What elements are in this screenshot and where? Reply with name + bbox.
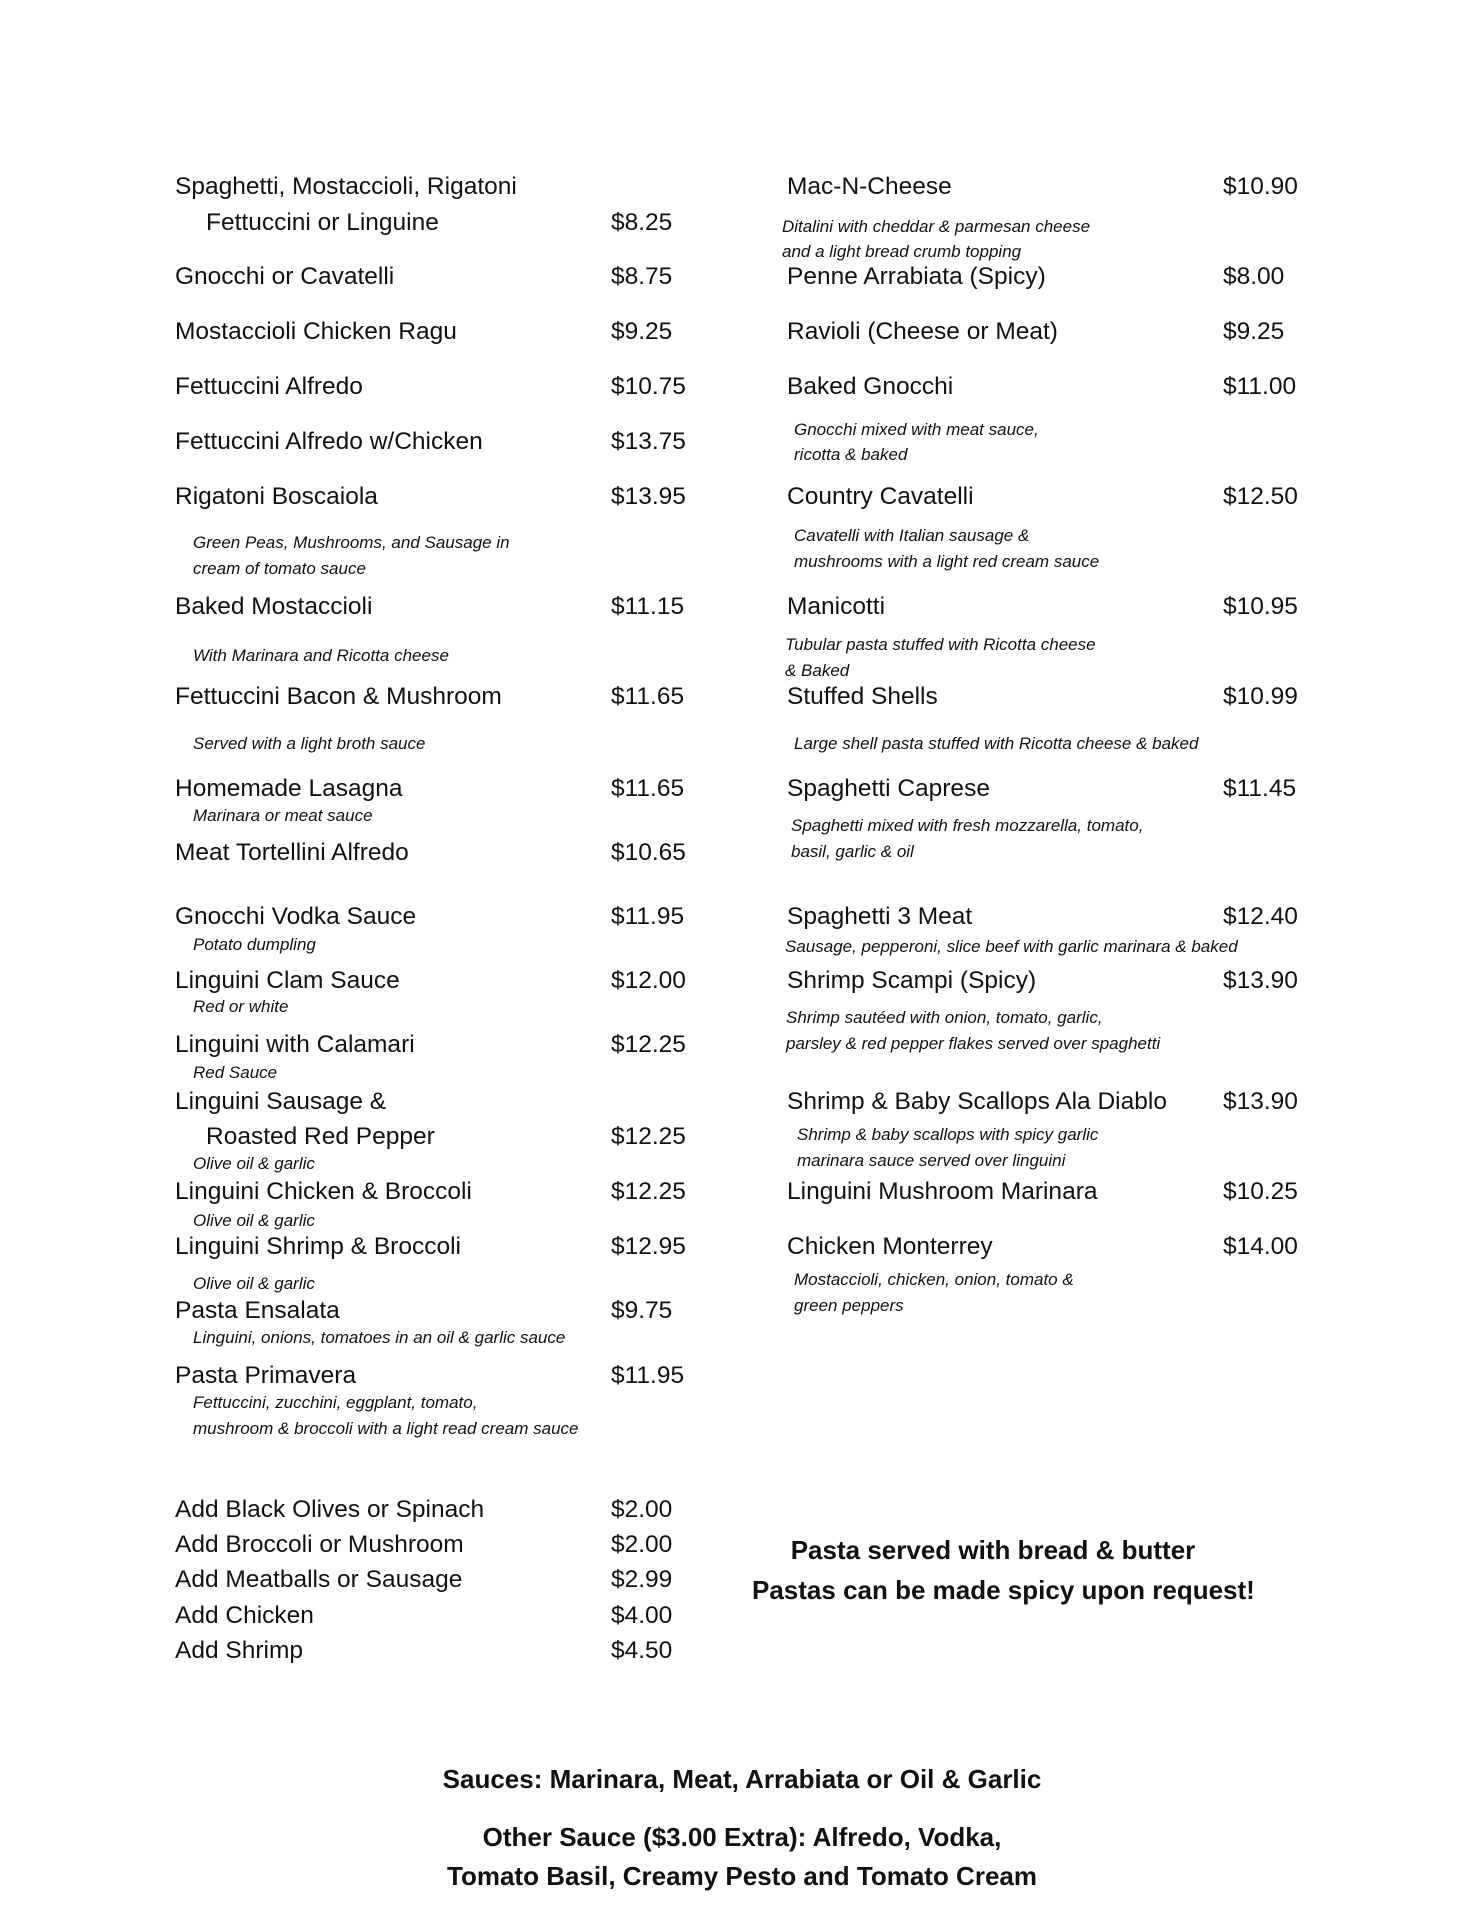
item-price: $11.95 bbox=[611, 1362, 685, 1389]
item-price: $13.95 bbox=[611, 483, 686, 510]
item-description: Mostaccioli, chicken, onion, tomato & bbox=[794, 1270, 1074, 1289]
item-price: $10.90 bbox=[1223, 173, 1298, 200]
item-name: Meat Tortellini Alfredo bbox=[175, 839, 409, 866]
item-name: Fettuccini Alfredo w/Chicken bbox=[175, 428, 483, 455]
item-description: Large shell pasta stuffed with Ricotta cheese & baked bbox=[794, 734, 1199, 753]
item-description: green peppers bbox=[794, 1296, 904, 1315]
item-name: Mac-N-Cheese bbox=[787, 173, 952, 200]
item-price: $10.75 bbox=[611, 373, 686, 400]
item-description: Green Peas, Mushrooms, and Sausage in bbox=[193, 533, 510, 552]
item-price: $13.90 bbox=[1223, 1088, 1298, 1115]
item-description: mushroom & broccoli with a light read cream sauce bbox=[193, 1419, 579, 1438]
item-name: Gnocchi or Cavatelli bbox=[175, 263, 395, 290]
item-price: $8.00 bbox=[1223, 263, 1285, 290]
item-description: Ditalini with cheddar & parmesan cheese bbox=[782, 217, 1091, 236]
item-name: Manicotti bbox=[787, 593, 886, 620]
item-name: Fettuccini Bacon & Mushroom bbox=[175, 683, 502, 710]
item-description: Shrimp sautéed with onion, tomato, garlic, bbox=[786, 1008, 1103, 1027]
item-price: $12.25 bbox=[611, 1031, 686, 1058]
addon-price: $2.99 bbox=[611, 1566, 673, 1593]
item-description: Gnocchi mixed with meat sauce, bbox=[794, 420, 1039, 439]
addon-name: Add Broccoli or Mushroom bbox=[175, 1531, 464, 1558]
item-description: Sausage, pepperoni, slice beef with garlic marinara & baked bbox=[785, 937, 1238, 956]
addon-price: $4.50 bbox=[611, 1637, 673, 1664]
item-description: Marinara or meat sauce bbox=[193, 806, 373, 825]
item-name: Chicken Monterrey bbox=[787, 1233, 993, 1260]
item-description: basil, garlic & oil bbox=[791, 842, 914, 861]
item-description: Cavatelli with Italian sausage & bbox=[794, 526, 1030, 545]
item-name: Fettuccini Alfredo bbox=[175, 373, 363, 400]
item-price: $8.75 bbox=[611, 263, 673, 290]
item-name: Pasta Ensalata bbox=[175, 1297, 340, 1324]
item-name: Pasta Primavera bbox=[175, 1362, 357, 1389]
item-description: mushrooms with a light red cream sauce bbox=[794, 552, 1100, 571]
item-price: $12.40 bbox=[1223, 903, 1298, 930]
item-price: $10.95 bbox=[1223, 593, 1298, 620]
item-price: $8.25 bbox=[611, 209, 673, 236]
item-price: $9.75 bbox=[611, 1297, 673, 1324]
item-price: $11.15 bbox=[611, 593, 685, 620]
addon-name: Add Chicken bbox=[175, 1602, 314, 1629]
item-name: Linguini Chicken & Broccoli bbox=[175, 1178, 472, 1205]
item-name: Baked Gnocchi bbox=[787, 373, 954, 400]
item-price: $13.75 bbox=[611, 428, 686, 455]
addon-name: Add Black Olives or Spinach bbox=[175, 1496, 485, 1523]
item-name: Stuffed Shells bbox=[787, 683, 938, 710]
item-description: Fettuccini, zucchini, eggplant, tomato, bbox=[193, 1393, 478, 1412]
item-description: Red Sauce bbox=[193, 1063, 278, 1082]
addon-price: $2.00 bbox=[611, 1531, 673, 1558]
item-price: $9.25 bbox=[611, 318, 673, 345]
sauces-main: Sauces: Marinara, Meat, Arrabiata or Oil & Garlic bbox=[442, 1764, 1042, 1794]
item-description: marinara sauce served over linguini bbox=[797, 1151, 1066, 1170]
sauces-other-line2: Tomato Basil, Creamy Pesto and Tomato Cream bbox=[447, 1861, 1037, 1891]
item-description: Served with a light broth sauce bbox=[193, 734, 426, 753]
item-description: Olive oil & garlic bbox=[193, 1154, 315, 1173]
item-description: Shrimp & baby scallops with spicy garlic bbox=[797, 1125, 1099, 1144]
item-price: $10.65 bbox=[611, 839, 686, 866]
item-name: Linguini Mushroom Marinara bbox=[787, 1178, 1098, 1205]
item-name: Spaghetti Caprese bbox=[787, 775, 990, 802]
item-description: and a light bread crumb topping bbox=[782, 242, 1022, 261]
item-price: $12.25 bbox=[611, 1178, 686, 1205]
item-description: Potato dumpling bbox=[193, 935, 316, 954]
item-name: Shrimp Scampi (Spicy) bbox=[787, 967, 1037, 994]
item-description: Red or white bbox=[193, 997, 289, 1016]
item-price: $10.25 bbox=[1223, 1178, 1298, 1205]
item-price: $9.25 bbox=[1223, 318, 1285, 345]
addon-name: Add Meatballs or Sausage bbox=[175, 1566, 463, 1593]
item-description: With Marinara and Ricotta cheese bbox=[193, 646, 449, 665]
item-name: Fettuccini or Linguine bbox=[206, 209, 439, 236]
item-name: Roasted Red Pepper bbox=[206, 1123, 435, 1150]
item-name: Baked Mostaccioli bbox=[175, 593, 373, 620]
item-description: Linguini, onions, tomatoes in an oil & garlic sauce bbox=[193, 1328, 566, 1347]
item-price: $12.00 bbox=[611, 967, 686, 994]
item-name: Linguini with Calamari bbox=[175, 1031, 415, 1058]
item-description: ricotta & baked bbox=[794, 445, 908, 464]
item-name: Shrimp & Baby Scallops Ala Diablo bbox=[787, 1088, 1167, 1115]
item-name: Gnocchi Vodka Sauce bbox=[175, 903, 417, 930]
item-name: Country Cavatelli bbox=[787, 483, 974, 510]
spicy-note: Pastas can be made spicy upon request! bbox=[752, 1575, 1255, 1605]
item-description: Olive oil & garlic bbox=[193, 1274, 315, 1293]
item-price: $11.00 bbox=[1223, 373, 1297, 400]
item-description: Spaghetti mixed with fresh mozzarella, tomato, bbox=[791, 816, 1144, 835]
item-description: & Baked bbox=[785, 661, 850, 680]
item-price: $11.95 bbox=[611, 903, 685, 930]
item-name: Spaghetti 3 Meat bbox=[787, 903, 973, 930]
item-description: parsley & red pepper flakes served over spaghetti bbox=[786, 1034, 1161, 1053]
item-name: Linguini Clam Sauce bbox=[175, 967, 400, 994]
item-description: Tubular pasta stuffed with Ricotta cheese bbox=[785, 635, 1096, 654]
sauces-other-line1: Other Sauce ($3.00 Extra): Alfredo, Vodka, bbox=[482, 1822, 1002, 1852]
item-price: $10.99 bbox=[1223, 683, 1298, 710]
item-name: Linguini Sausage & bbox=[175, 1088, 387, 1115]
item-description: cream of tomato sauce bbox=[193, 559, 366, 578]
item-name: Penne Arrabiata (Spicy) bbox=[787, 263, 1046, 290]
item-name: Linguini Shrimp & Broccoli bbox=[175, 1233, 461, 1260]
bread-note: Pasta served with bread & butter bbox=[790, 1535, 1196, 1565]
item-name: Rigatoni Boscaiola bbox=[175, 483, 378, 510]
item-price: $12.25 bbox=[611, 1123, 686, 1150]
addon-name: Add Shrimp bbox=[175, 1637, 304, 1664]
addon-price: $4.00 bbox=[611, 1602, 673, 1629]
item-price: $11.45 bbox=[1223, 775, 1297, 802]
addon-price: $2.00 bbox=[611, 1496, 673, 1523]
item-description: Olive oil & garlic bbox=[193, 1211, 315, 1230]
item-price: $13.90 bbox=[1223, 967, 1298, 994]
item-name: Homemade Lasagna bbox=[175, 775, 403, 802]
item-price: $14.00 bbox=[1223, 1233, 1298, 1260]
item-name: Spaghetti, Mostaccioli, Rigatoni bbox=[175, 173, 517, 200]
item-name: Ravioli (Cheese or Meat) bbox=[787, 318, 1058, 345]
item-price: $12.50 bbox=[1223, 483, 1298, 510]
item-price: $11.65 bbox=[611, 683, 685, 710]
item-price: $12.95 bbox=[611, 1233, 686, 1260]
item-name: Mostaccioli Chicken Ragu bbox=[175, 318, 457, 345]
item-price: $11.65 bbox=[611, 775, 685, 802]
